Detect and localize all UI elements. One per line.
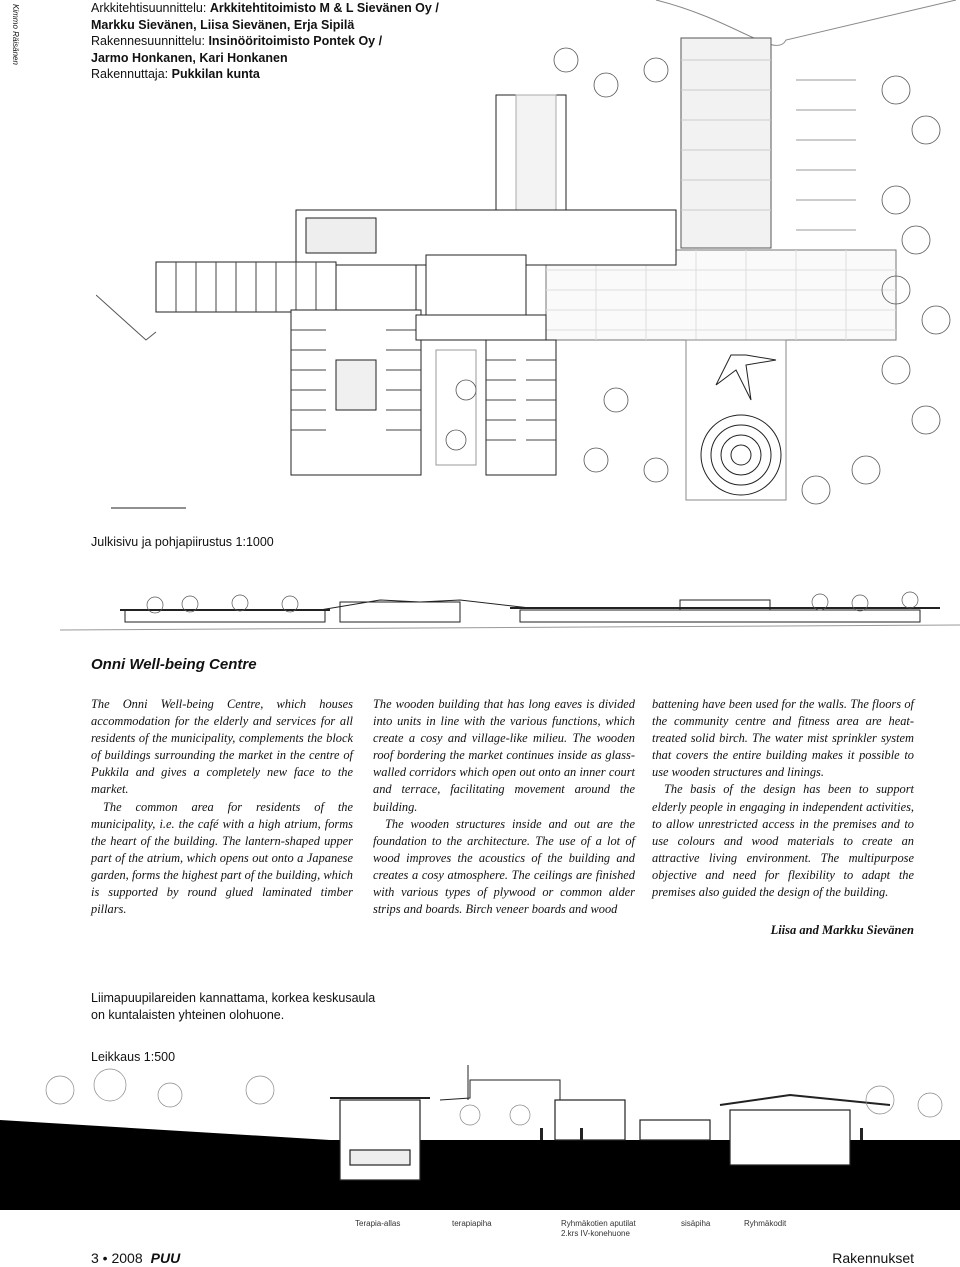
text-column-1 <box>91 696 353 918</box>
section-label <box>561 1219 636 1239</box>
section-label: Ryhmäkodit <box>744 1219 787 1228</box>
section-label: Terapia-allas <box>355 1219 401 1228</box>
credit-value: Pukkilan kunta <box>171 67 260 81</box>
credit-names: Markku Sievänen, Liisa Sievänen, Erja Sipilä <box>91 17 355 32</box>
author-signature: Liisa and Markku Sievänen <box>770 923 914 937</box>
section-drawing <box>0 1060 960 1215</box>
text-column-2 <box>373 696 635 918</box>
credit-label: Rakennuttaja: <box>91 67 172 81</box>
credit-value: Arkkitehtitoimisto M & L Sievänen Oy / <box>209 1 439 15</box>
section-label: sisäpiha <box>681 1219 711 1228</box>
credit-label: Rakennesuunnittelu: <box>91 34 209 48</box>
paragraph: battening have been used for the walls. The floors of the community centre and fitness area are heat-treated solid birch. The water mist sprinkler system that covers the entire building makes it possible to use wooden structures and linings. <box>652 697 914 780</box>
credit-names: Jarmo Honkanen, Kari Honkanen <box>91 50 288 65</box>
section-caption: Leikkaus 1:500 <box>91 1050 176 1064</box>
photo-credit: Kimmo Räisänen <box>11 4 20 65</box>
credit-value: Insinööritoimisto Pontek Oy / <box>208 34 383 48</box>
footer-issue <box>91 1250 180 1266</box>
paragraph: The common area for residents of the municipality, i.e. the café with a high atrium, forms the heart of the building. The lantern-shaped upper part of the atrium, which opens out onto a Japanese garden, forms the highest part of the building, which is supported by round glued laminated timber pillars. <box>91 799 353 917</box>
article-title: Onni Well-being Centre <box>91 656 257 673</box>
issue-number: 3 • 2008 <box>91 1250 143 1266</box>
section-label: terapiapiha <box>452 1219 492 1228</box>
footer-section: Rakennukset <box>832 1250 914 1266</box>
plan-caption: Julkisivu ja pohjapiirustus 1:1000 <box>91 535 274 549</box>
section-label-line: Ryhmäkotien aputilat <box>561 1219 636 1228</box>
section-label-line: 2.krs IV-konehuone <box>561 1229 630 1238</box>
atrium-caption: Liimapuupilareiden kannattama, korkea keskusaula on kuntalaisten yhteinen olohuone. <box>91 991 376 1022</box>
paragraph: The wooden building that has long eaves is divided into units in line with the various functions, which create a cosy and village-like milieu. The wooden roof bordering the market continues inside as glass-walled corridors which open out onto an inner court and terrace, facilitating movement around the building. <box>373 697 635 814</box>
text-column-3 <box>652 696 914 901</box>
magazine-name: PUU <box>150 1250 181 1266</box>
elevation-drawing <box>60 570 960 650</box>
paragraph: The wooden structures inside and out are the foundation to the architecture. The use of a lot of wood improves the acoustics of the building and creates a cosy atmosphere. The ceilings are finished with various types of plywood or common alder strips and boards. Birch veneer boards and wood <box>373 816 635 917</box>
paragraph: The basis of the design has been to support elderly people in engaging in independent activities, to allow unrestricted access in the premises and to use colours and wood materials to create an attractive living environment. The multipurpose objective and need for flexibility to adapt the premises also guided the design of the building. <box>652 782 914 900</box>
paragraph: The Onni Well-being Centre, which houses accommodation for the elderly and services for all residents of the municipality, complements the block of buildings surrounding the market in the centre of Pukkila and gives a completely new face to the market. <box>91 697 353 797</box>
credit-label: Arkkitehtisuunnittelu: <box>91 1 210 15</box>
floor-plan-drawing <box>96 0 960 510</box>
